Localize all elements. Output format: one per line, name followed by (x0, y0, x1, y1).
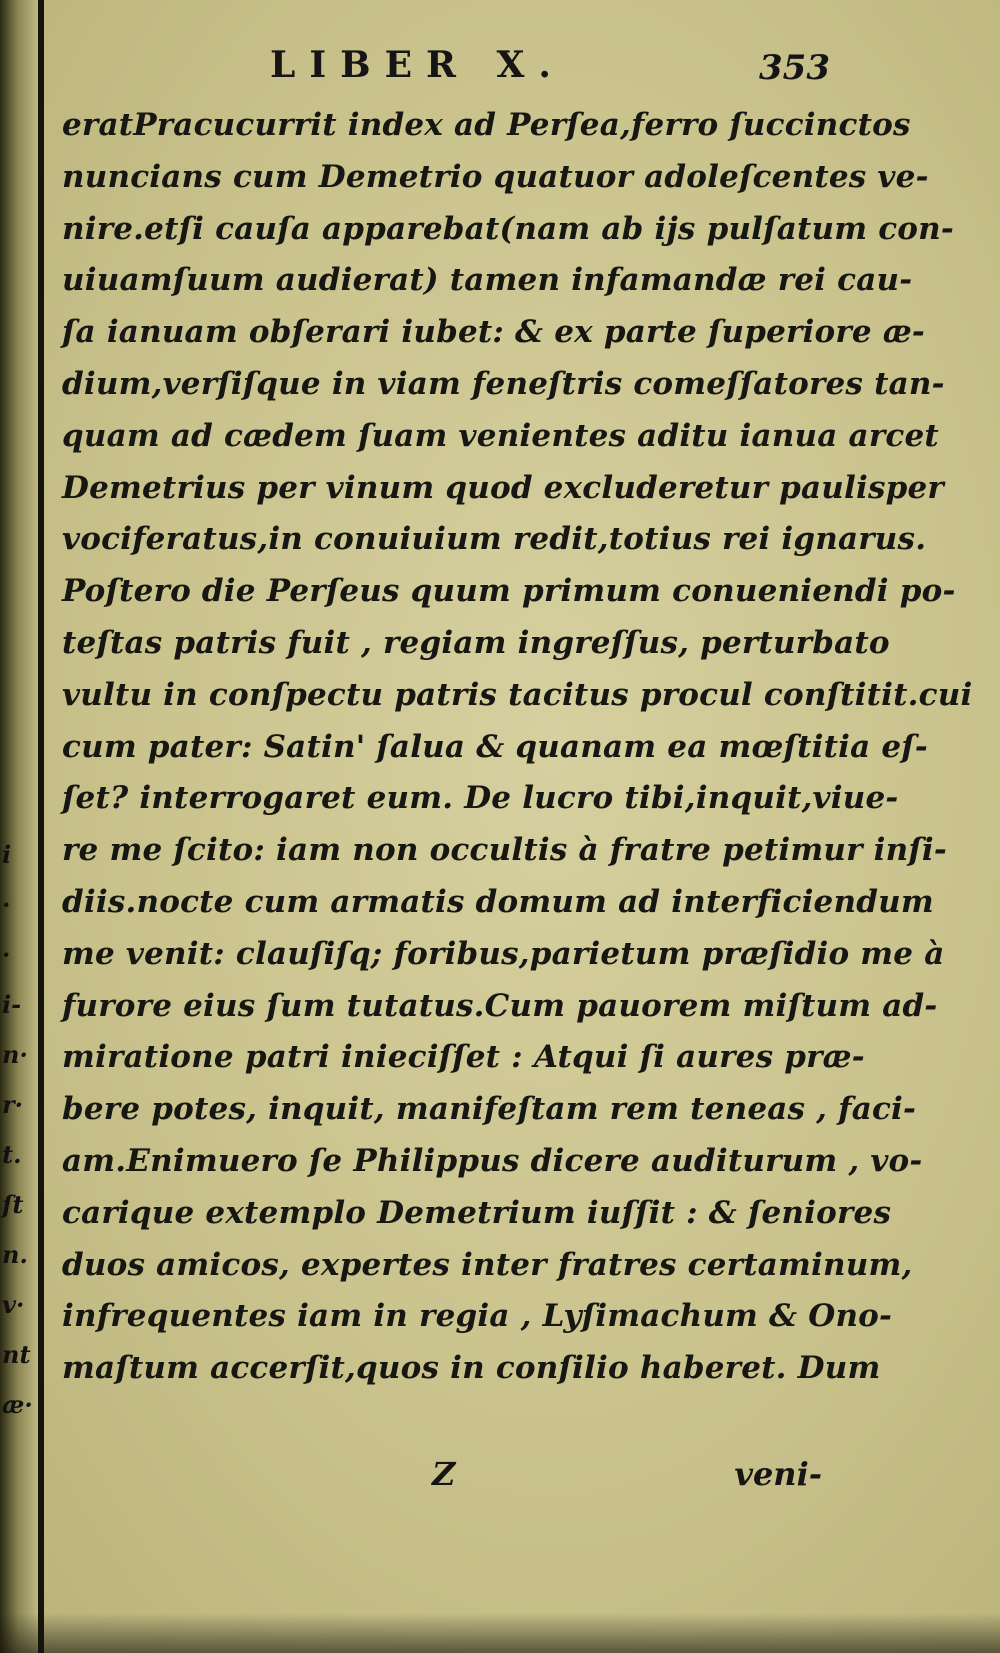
text-line: am.Enimuero ſe Philippus dicere auditurum , vo- (62, 1142, 923, 1179)
margin-fragment: i (2, 840, 12, 869)
margin-fragment: · (2, 940, 11, 969)
signature-mark: Z (432, 1455, 456, 1493)
text-line: quam ad cædem ſuam venientes aditu ianua arcet (62, 417, 939, 454)
margin-fragment: æ· (2, 1390, 33, 1419)
margin-fragment: nt (2, 1340, 31, 1369)
text-line: ſet? interrogaret eum. De lucro tibi,inquit,viue- (62, 780, 899, 817)
margin-fragment: i- (2, 990, 22, 1019)
text-line: miratione patri inieciſſet : Atqui ſi aures præ- (62, 1039, 865, 1076)
text-line: re me ſcito: iam non occultis à fratre petimur inſi- (62, 832, 947, 869)
text-line: carique extemplo Demetrium iuſſit : & ſeniores (62, 1194, 892, 1231)
text-line: bere potes, inquit, manifeſtam rem teneas , faci- (62, 1091, 917, 1128)
page-bottom-shadow (0, 1613, 1000, 1653)
margin-fragment: v· (2, 1290, 25, 1319)
page-footer (62, 1455, 822, 1505)
text-line: nire.etſi cauſa apparebat(nam ab ijs pulſatum con- (62, 210, 954, 247)
text-line: duos amicos, expertes inter fratres certaminum, (62, 1246, 913, 1283)
text-line: furore eius ſum tutatus.Cum pauorem miſtum ad- (62, 987, 938, 1024)
margin-fragment: · (2, 890, 11, 919)
text-line: maſtum accerſit,quos in conſilio haberet. Dum (62, 1350, 881, 1387)
text-line: cum pater: Satin' ſalua & quanam ea mœſtitia eſ- (62, 728, 928, 765)
margin-fragment: n. (2, 1240, 28, 1269)
margin-fragment: n· (2, 1040, 28, 1069)
page-number: 353 (759, 48, 830, 88)
text-line: ſa ianuam obſerari iubet: & ex parte ſuperiore æ- (62, 314, 925, 351)
text-line: me venit: clauſiſq; foribus,parietum præſidio me à (62, 935, 945, 972)
facing-page-margin (2, 830, 32, 1430)
text-line: Poſtero die Perſeus quum primum conueniendi po- (62, 573, 956, 610)
text-line: uiuamſuum audierat) tamen infamandæ rei cau- (62, 262, 913, 299)
running-title: LIBER X. (270, 44, 565, 86)
text-line: Demetrius per vinum quod excluderetur paulisper (62, 469, 944, 506)
margin-fragment: r· (2, 1090, 23, 1119)
text-line: infrequentes iam in regia , Lyſimachum & Ono- (62, 1298, 893, 1335)
page-header (270, 40, 830, 90)
margin-fragment: ſt (2, 1190, 24, 1219)
margin-fragment: t. (2, 1140, 22, 1169)
text-line: vultu in conſpectu patris tacitus procul conſtitit.cui (62, 676, 973, 713)
spine-line (38, 0, 44, 1653)
text-line: teſtas patris fuit , regiam ingreſſus, perturbato (62, 624, 890, 661)
catchword: veni- (734, 1455, 822, 1493)
body-text (62, 100, 973, 1395)
text-line: vociferatus,in conuiuium redit,totius rei ignarus. (62, 521, 927, 558)
text-line: eratPracucurrit index ad Perſea,ferro ſuccinctos (62, 107, 911, 143)
text-line: dium,verſiſque in viam feneſtris comeſſatores tan- (62, 365, 945, 402)
text-line: diis.nocte cum armatis domum ad interficiendum (62, 883, 934, 920)
text-line: nuncians cum Demetrio quatuor adoleſcentes ve- (62, 158, 929, 195)
